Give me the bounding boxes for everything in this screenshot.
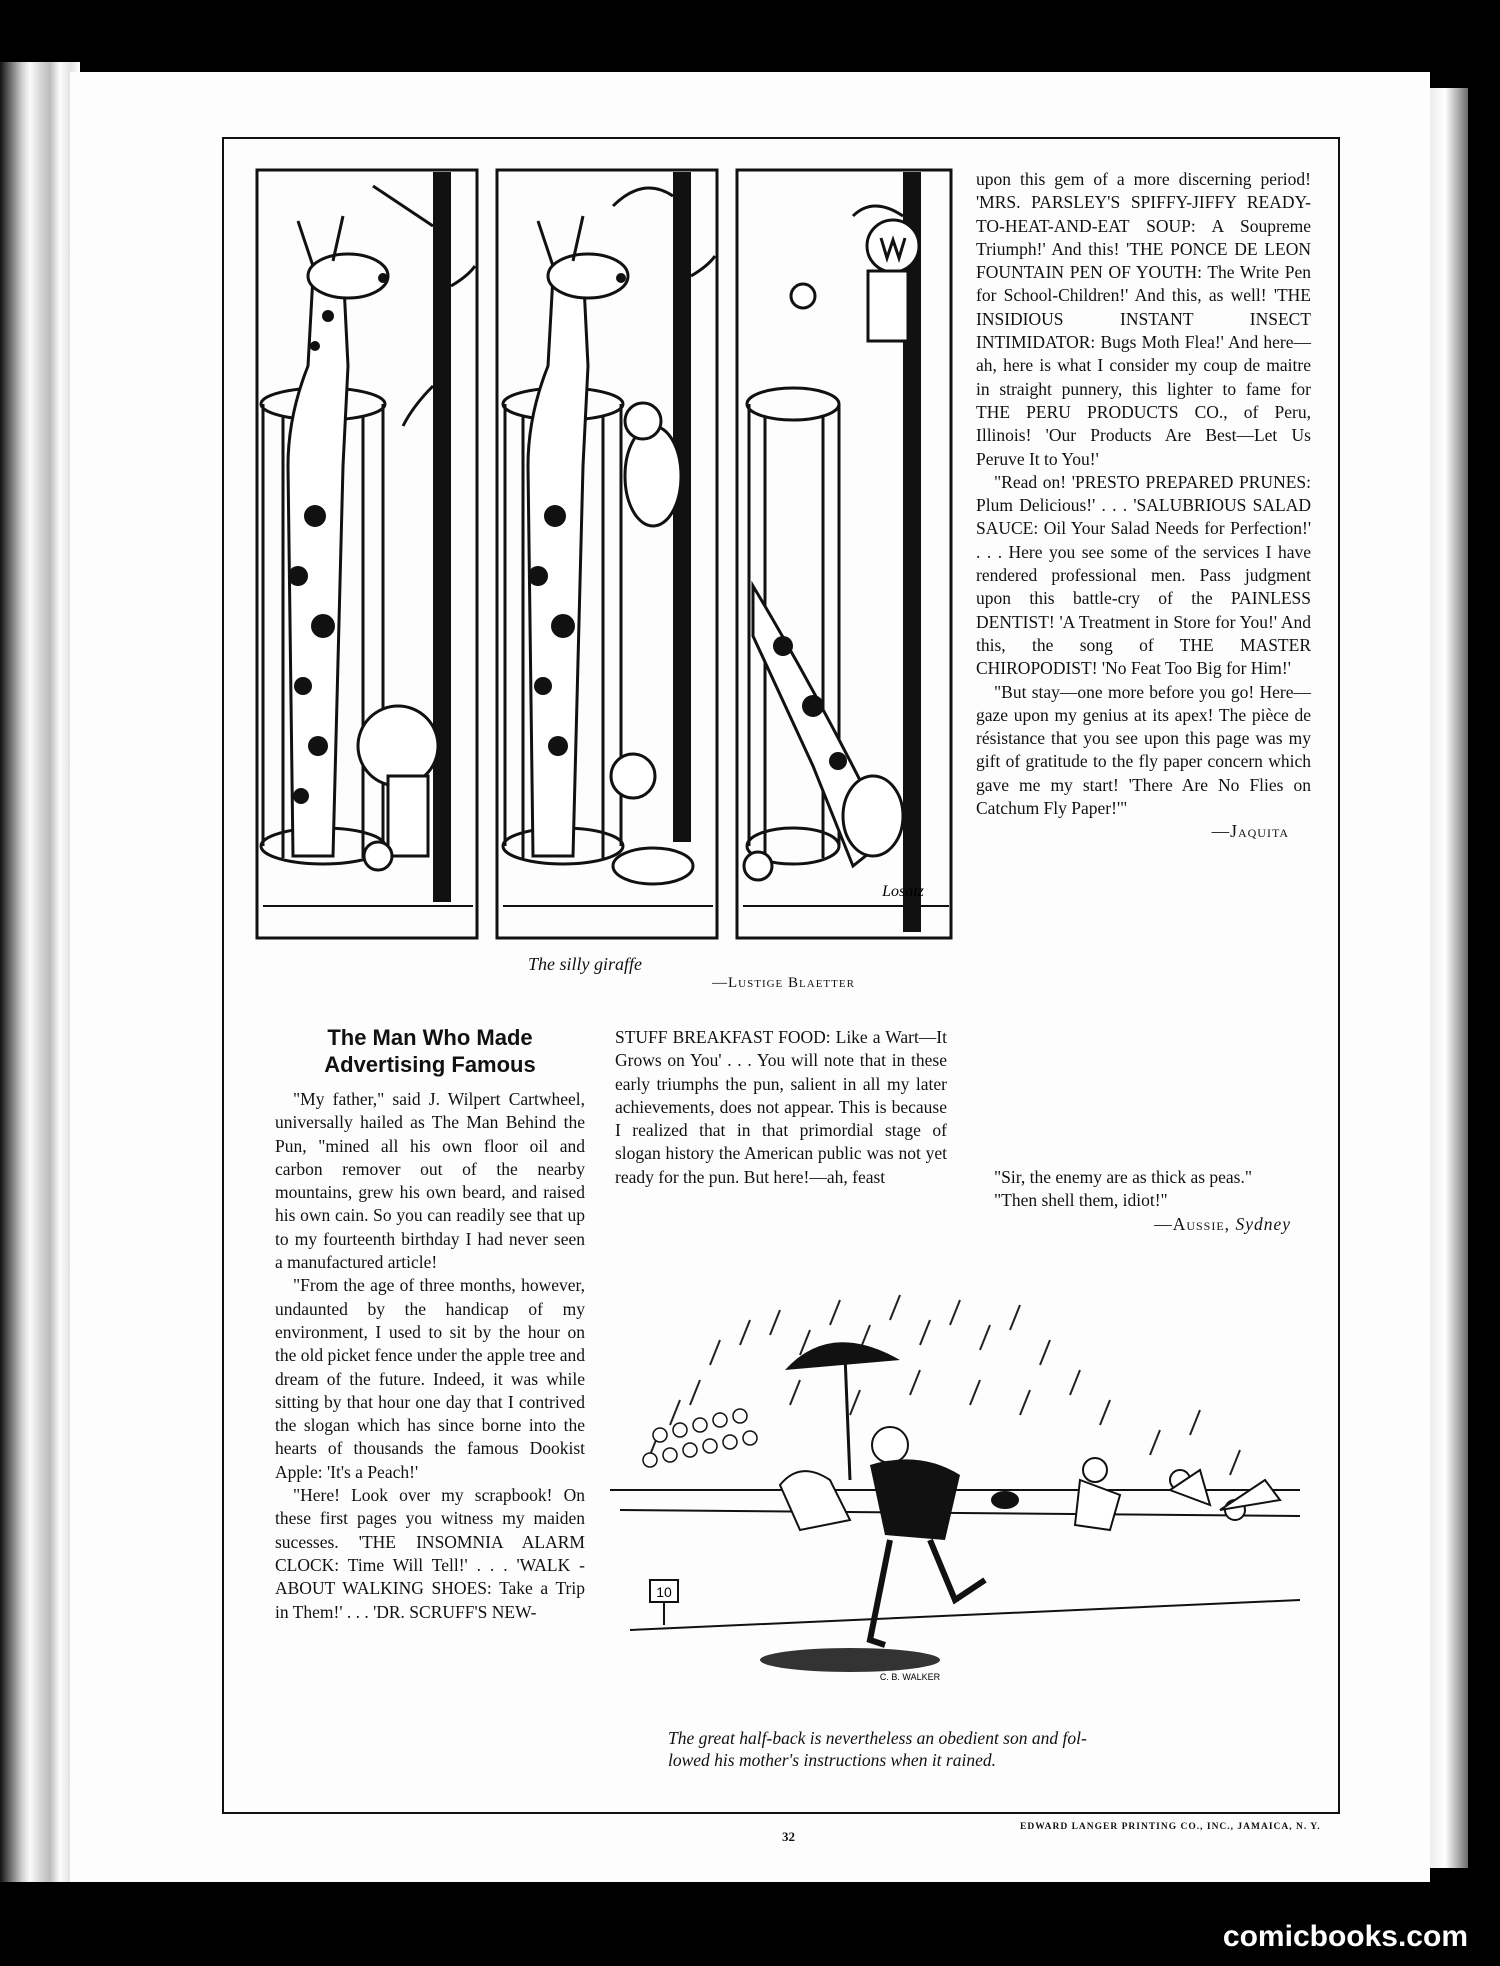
article-signature: —Jaquita [1211,821,1289,842]
printer-credit: EDWARD LANGER PRINTING CO., INC., JAMAICA, N. Y. [1020,1822,1321,1832]
joke-line-2: "Then shell them, idiot!" [994,1190,1168,1211]
joke-credit [976,1213,1311,1236]
article-column-2 [615,1026,947,1189]
page-number: 32 [782,1829,795,1844]
football-caption-line-2: lowed his mother's instructions when it rained. [668,1750,996,1770]
article-paragraph: "But stay—one more before you go! Here—gaze upon my genius at its apex! The pièce de résistance that you see upon this page was my gift of gratitude to the fly paper concern which gave me my start! 'There Are No Flies on Catchum Fly Paper!'" [976,681,1311,819]
article-title-line-2: Advertising Famous [324,1052,536,1077]
football-cartoon-signature: C. B. WALKER [879,1672,941,1682]
joke-block [976,1166,1311,1236]
joke-credit-place: Sydney [1235,1213,1291,1234]
football-caption [668,1727,1087,1771]
article-paragraph: "Read on! 'PRESTO PREPARED PRUNES: Plum Delicious!' . . . 'SALUBRIOUS SALAD SAUCE: Oil Your Salad Needs for Perfection!' . . . Here you see some of the services I have rendered professional men. Pass judgment upon this battle-cry of the PAINLESS DENTIST! 'A Treatment in Store for You!' And this, the song of THE MASTER CHIROPODIST! 'No Feat Too Big for Him!' [976,471,1311,679]
article-column-1 [275,1024,585,1784]
article-paragraph: STUFF BREAKFAST FOOD: Like a Wart—It Grows on You' . . . You will note that in these early triumphs the pun, salient in all my later achievements, does not appear. This is because I realized that in that primordial stage of slogan history the American public was not yet ready for the pun. But here!—ah, feast [615,1027,947,1187]
joke-line-1: "Sir, the enemy are as thick as peas." [994,1167,1253,1187]
article-paragraph: upon this gem of a more discerning period! 'MRS. PARSLEY'S SPIFFY-JIFFY READY-TO-HEAT-AND-EAT SOUP: A Soupreme Triumph!' And this! 'THE PONCE DE LEON FOUNTAIN PEN OF YOUTH: The Write Pen for School-Children!' And this, as well! 'THE INSIDIOUS INSTANT INSECT INTIMIDATOR: Bugs Moth Flea!' And here—ah, here is what I consider my coup de maitre in straight punnery, this lighter to fame for THE PERU PRODUCTS CO., of Peru, Illinois! 'Our Products Are Best—Let Us Peruve It to You!' [976,169,1311,469]
joke-credit-name: —Aussie, [1154,1213,1231,1234]
panel-3-art [743,172,949,932]
comic-caption: The silly giraffe [528,954,642,974]
panel-2-art [503,172,715,906]
watermark: comicbooks.com [1222,1920,1468,1953]
article-title [275,1024,585,1078]
yard-marker-label: 10 [656,1584,672,1600]
panel-1-art [261,172,475,906]
page-edge [1430,88,1468,1868]
article-column-3 [976,168,1311,844]
article-paragraph: "From the age of three months, however, undaunted by the handicap of my environment, I used to sit by the hour on the old picket fence under the apple tree and dream of the future. Indeed, it was while sitting by that hour one day that I contrived the slogan which has since borne into the hearts of thousands the famous Dookist Apple: 'It's a Peach!' [275,1275,585,1482]
giraffe-comic-strip [253,166,953,942]
football-caption-line-1: The great half-back is nevertheless an obedient son and fol- [668,1728,1087,1748]
article-paragraph: "My father," said J. Wilpert Cartwheel, universally hailed as The Man Behind the Pun, "mined all his own floor oil and carbon remover out of the nearby mountains, grew his own beard, and raised his own cain. So you can readily see that up to my fourteenth birthday I had never seen a manufactured article! [275,1089,585,1273]
comic-signature: Losatz [882,883,924,900]
football-cartoon [600,1280,1320,1720]
comic-credit: —Lustige Blaetter [712,975,855,991]
book-binding [0,62,80,1882]
article-title-line-1: The Man Who Made [327,1025,533,1050]
article-paragraph: "Here! Look over my scrapbook! On these first pages you witness my maiden sucesses. 'THE INSOMNIA ALARM CLOCK: Time Will Tell!' . . . 'WALK - ABOUT WALKING SHOES: Take a Trip in Them!' . . . 'DR. SCRUFF'S NEW- [275,1485,585,1622]
